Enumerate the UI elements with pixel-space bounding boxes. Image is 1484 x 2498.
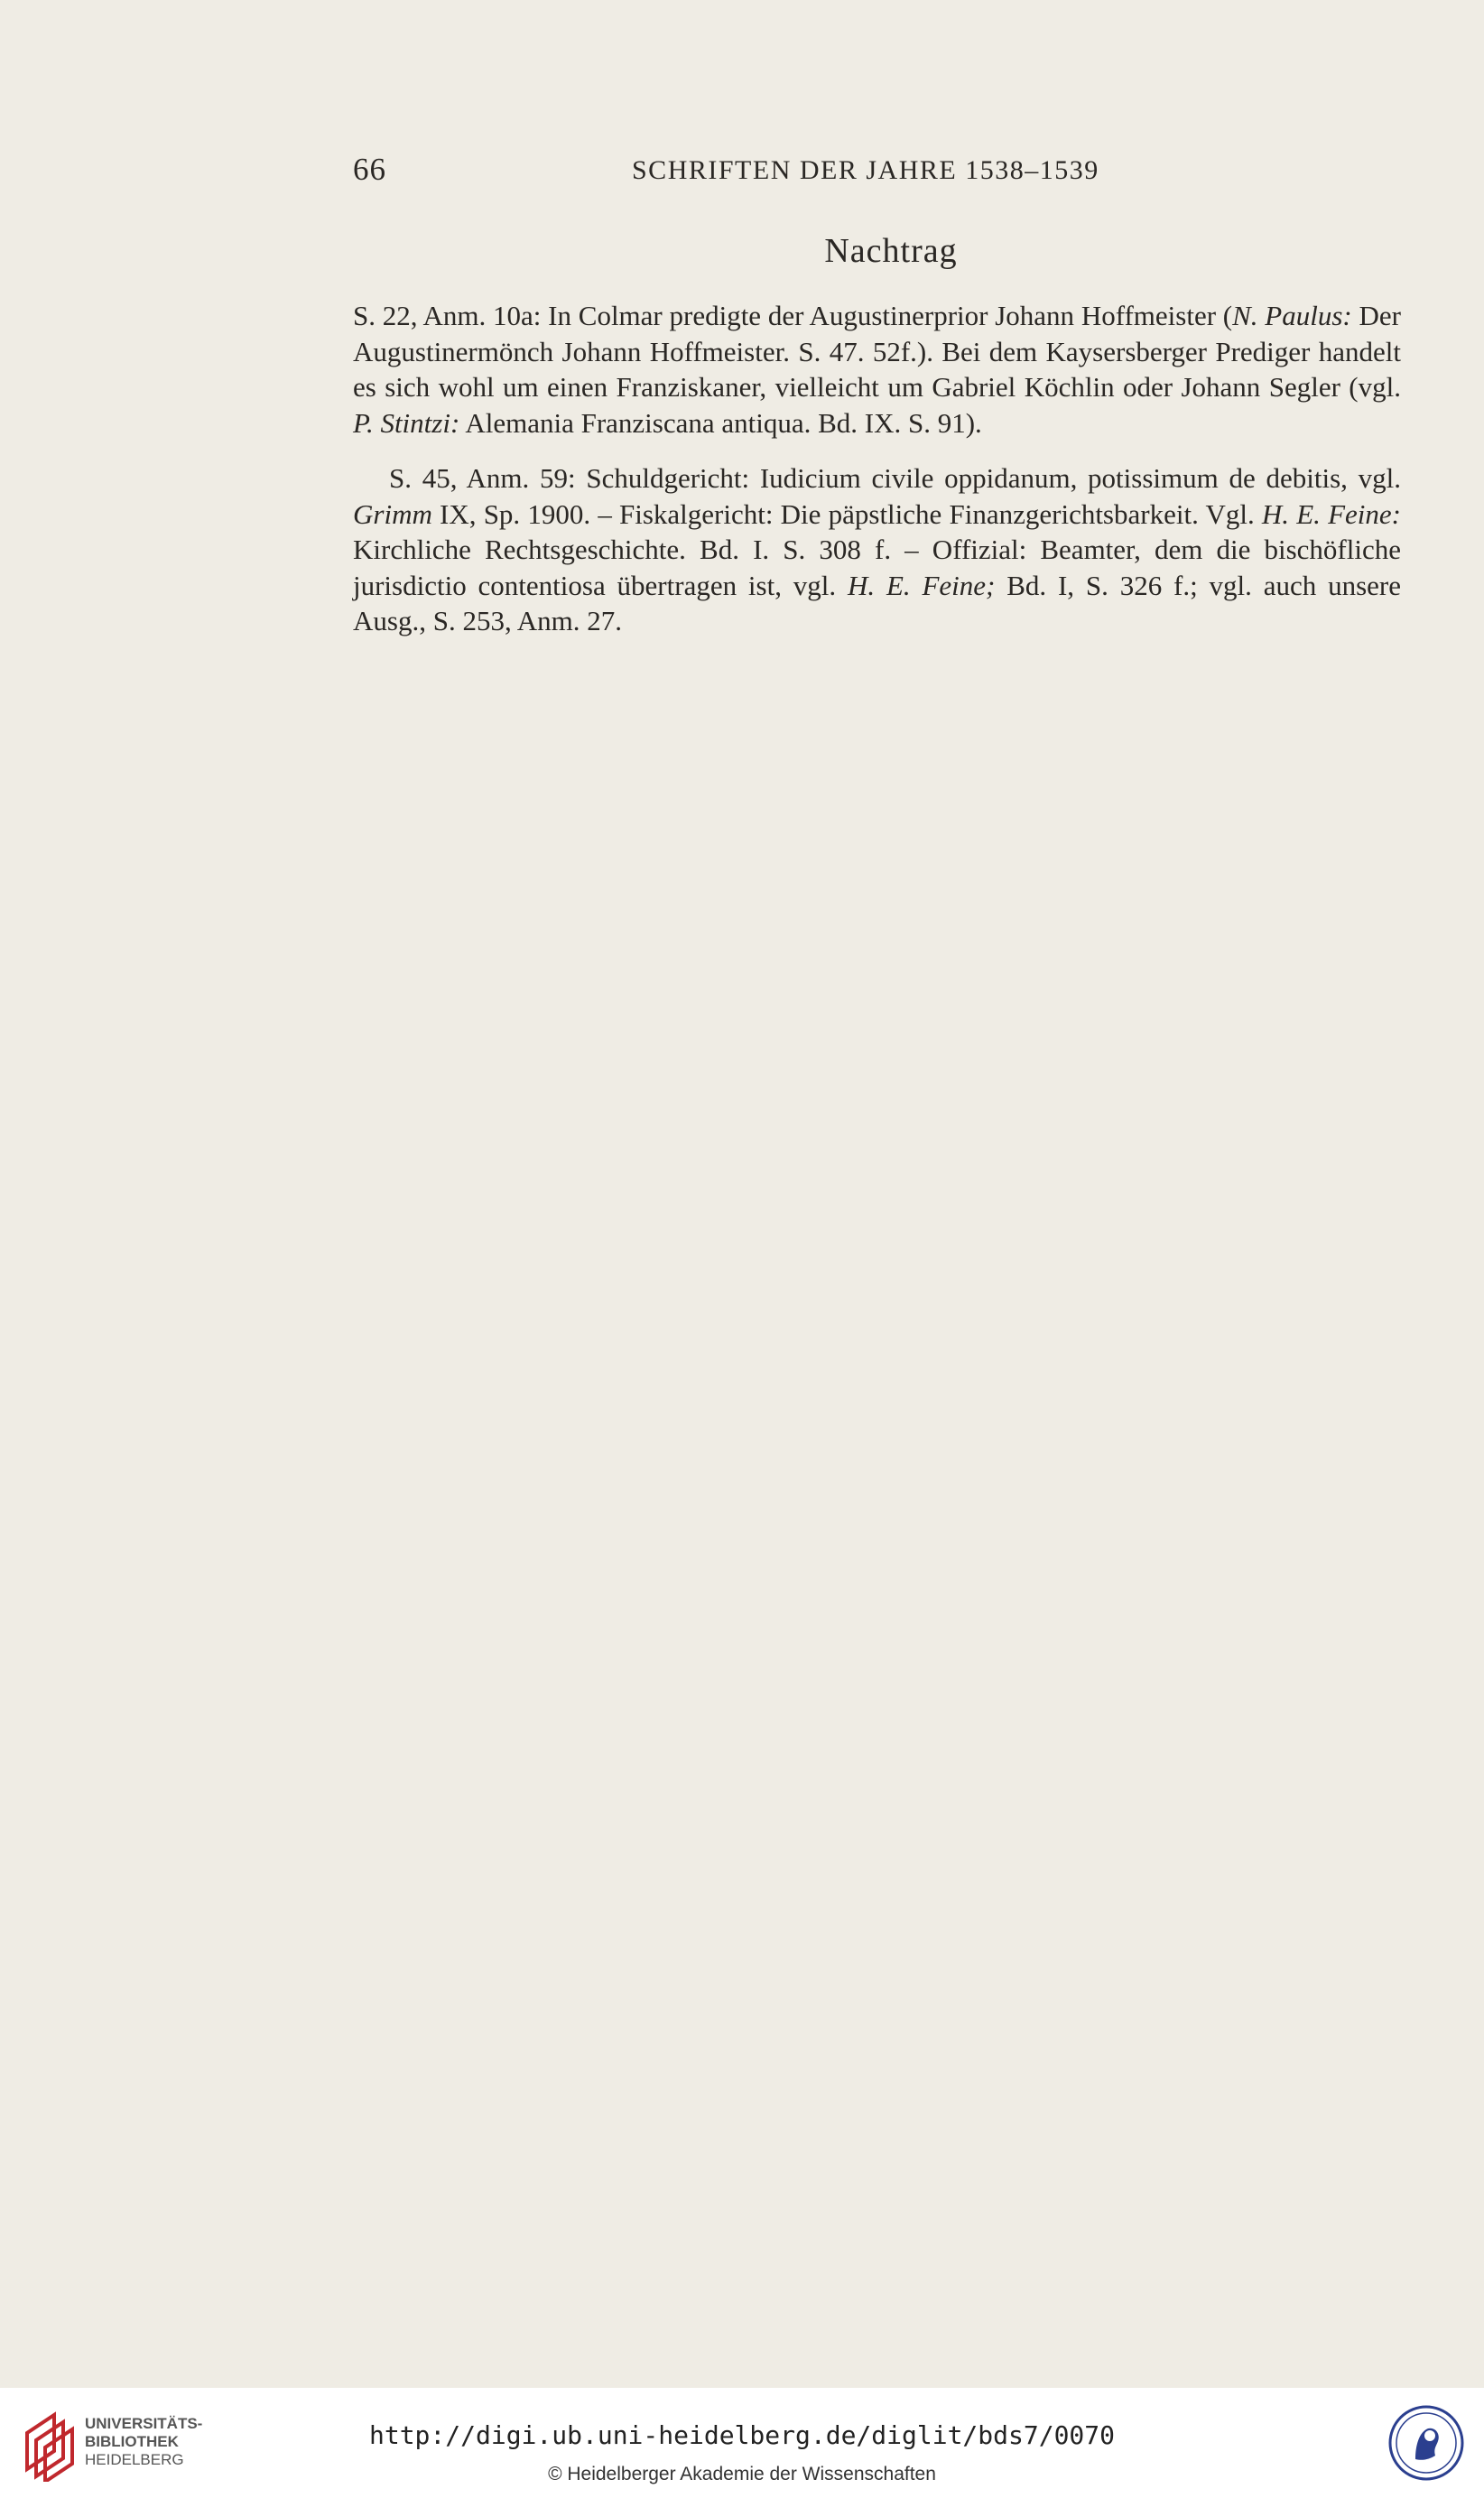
library-name-line-3: HEIDELBERG bbox=[85, 2451, 184, 2468]
footer-bar bbox=[0, 2388, 1484, 2498]
paragraph-addendum-2: S. 45, Anm. 59: Schuldgericht: Iudicium civile oppidanum, potissimum de debitis, vgl. Grimm IX, Sp. 1900. – Fiskalgericht: Die päpstliche Finanzgerichtsbarkeit. Vgl. H. E. Feine: Kirchliche Rechtsgeschichte. Bd. I. S. 308 f. – Offizial: Beamter, dem die bischöfliche jurisdictio contentiosa übertragen ist, vgl. H. E. Feine; Bd. I, S. 326 f.; vgl. auch unsere Ausg., S. 253, Anm. 27. bbox=[353, 462, 1402, 636]
copyright-notice: © Heidelberger Akademie der Wissenschaften bbox=[548, 2464, 936, 2484]
permalink-url[interactable]: http://digi.ub.uni-heidelberg.de/diglit/bds7/0070 bbox=[368, 2420, 1115, 2450]
paragraph-addendum-1: S. 22, Anm. 10a: In Colmar predigte der Augustinerprior Johann Hoffmeister (N. Paulus: Der Augustinermönch Johann Hoffmeister. S. 47. 52f.). Bei dem Kaysersberger Prediger handelt es sich wohl um einen Franziskaner, vielleicht um Gabriel Köchlin oder Johann Segler (vgl. P. Stintzi: Alemania Franziscana antiqua. Bd. IX. S. 91). bbox=[353, 300, 1401, 439]
academy-seal-icon[interactable] bbox=[1388, 2405, 1464, 2481]
section-title: Nachtrag bbox=[824, 232, 958, 270]
running-head: SCHRIFTEN DER JAHRE 1538–1539 bbox=[632, 155, 1099, 185]
library-name-line-2: BIBLIOTHEK bbox=[85, 2433, 179, 2450]
page-number: 66 bbox=[353, 152, 386, 187]
library-name-line-1: UNIVERSITÄTS- bbox=[85, 2415, 203, 2432]
body-text bbox=[353, 298, 1401, 639]
